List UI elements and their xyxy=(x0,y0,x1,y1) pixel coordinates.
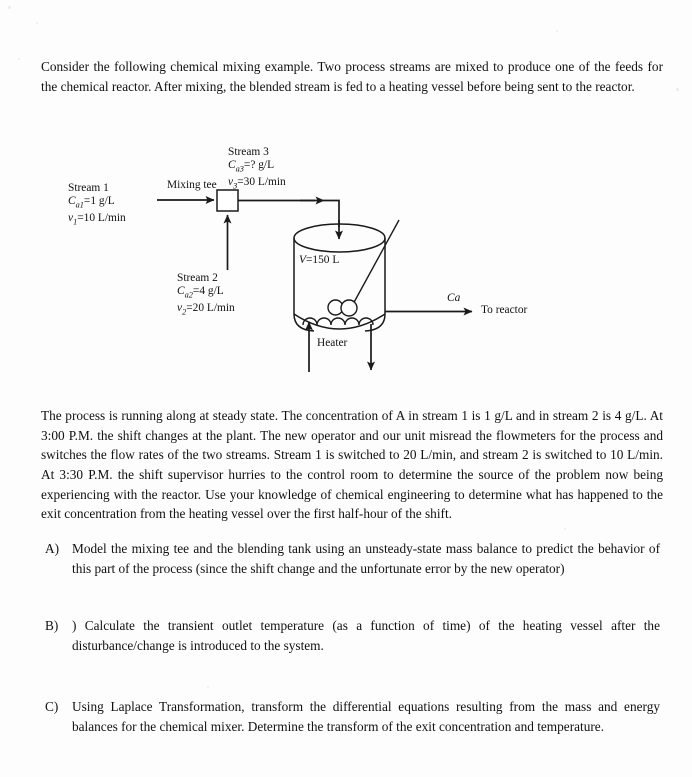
question-b-label: B) xyxy=(45,618,59,634)
stream1-name: Stream 1 xyxy=(68,182,109,194)
stream1-c-symbol: C xyxy=(68,195,76,208)
vessel-volume-symbol: V xyxy=(299,254,306,266)
impeller-blade-right xyxy=(341,300,357,316)
stream1-v-symbol: v xyxy=(68,211,74,224)
stream2-flowrate xyxy=(177,302,235,319)
stream1-c-value: =1 g/L xyxy=(83,195,115,208)
stream3-c-subscript: a3 xyxy=(235,164,244,174)
diagram-svg xyxy=(0,132,692,372)
scan-speck xyxy=(8,6,11,9)
stream3-v-symbol: v xyxy=(228,175,234,188)
question-a-text: Model the mixing tee and the blending tank using an unsteady-state mass balance to predict the behavior of this part of the process (since the shift change and the unfortunate error by the new operator) xyxy=(72,541,660,576)
scan-speck xyxy=(18,58,20,60)
stream3-concentration xyxy=(228,159,286,176)
question-c-text: Using Laplace Transformation, transform the differential equations resulting from the mass and energy balances for the chemical mixer. Determine the transform of the exit concentration and temperature. xyxy=(72,699,660,734)
agitator-shaft xyxy=(352,220,399,306)
scan-speck xyxy=(564,528,566,530)
stream3-c-value: =? g/L xyxy=(243,159,275,172)
stream3-v-value: =30 L/min xyxy=(237,175,286,188)
stream2-c-value: =4 g/L xyxy=(192,285,224,298)
stream2-v-subscript: 2 xyxy=(182,307,187,317)
stream2-c-symbol: C xyxy=(177,285,185,298)
stream2-v-value: =20 L/min xyxy=(186,301,235,314)
heater-label: Heater xyxy=(317,337,348,349)
vessel-left-wall xyxy=(294,238,314,331)
stream3-flowrate xyxy=(228,176,286,193)
scan-speck xyxy=(36,22,38,24)
question-item-b xyxy=(45,616,660,655)
stream1-c-subscript: a1 xyxy=(75,200,84,210)
question-list xyxy=(45,539,660,737)
outlet-concentration-label: Ca xyxy=(447,292,461,304)
scan-speck xyxy=(556,30,558,32)
stream1-v-value: =10 L/min xyxy=(77,211,126,224)
stream3-name: Stream 3 xyxy=(228,146,269,158)
stream1-flowrate xyxy=(68,212,126,229)
question-b-text: ) Calculate the transient outlet temperature (as a function of time) of the heating vessel after the disturbance/change is introduced to the system. xyxy=(72,618,660,653)
stream3-v-subscript: 3 xyxy=(233,181,238,191)
body-paragraph: The process is running along at steady state. The concentration of A in stream 1 is 1 g/L and in stream 2 is 4 g/L. At 3:00 P.M. the shift changes at the plant. The new operator and our unit misread the flowmeters for the process and switches the flow rates of the two streams. Stream 1 is switched to 20 L/min, and stream 2 is switched to 10 L/min. At 3:30 P.M. the shift supervisor hurries to the control room to determine the source of the problem now being experiencing with the reactor. Use your knowledge of chemical engineering to determine what has happened to the exit concentration from the heating vessel over the first half-hour of the shift. xyxy=(41,408,663,522)
stream1-v-subscript: 1 xyxy=(73,217,78,227)
stream2-label-group xyxy=(177,272,235,318)
scan-speck xyxy=(676,88,679,91)
intro-paragraph: Consider the following chemical mixing example. Two process streams are mixed to produce one of the feeds for the chemical reactor. After mixing, the blended stream is fed to a heating vessel before being sent to the reactor. xyxy=(41,59,663,94)
stream3-label-group xyxy=(228,146,286,192)
process-flow-diagram xyxy=(0,132,692,372)
vessel-volume-value: =150 L xyxy=(305,254,340,266)
stream2-concentration xyxy=(177,285,235,302)
stream1-concentration xyxy=(68,195,126,212)
stream2-v-symbol: v xyxy=(177,301,183,314)
question-c-label: C) xyxy=(45,699,59,715)
question-item-c xyxy=(45,697,660,736)
vessel-volume-label xyxy=(299,254,339,267)
stream3-elbow xyxy=(324,201,339,228)
stream1-label-group xyxy=(68,182,126,228)
to-reactor-label: To reactor xyxy=(481,304,528,316)
stream2-name: Stream 2 xyxy=(177,272,218,284)
mixing-tee-label: Mixing tee xyxy=(167,179,217,191)
stream3-c-symbol: C xyxy=(228,159,236,172)
question-item-a xyxy=(45,539,660,578)
question-a-label: A) xyxy=(45,541,60,556)
mixing-tee-box xyxy=(217,190,238,211)
stream2-c-subscript: a2 xyxy=(184,290,193,300)
